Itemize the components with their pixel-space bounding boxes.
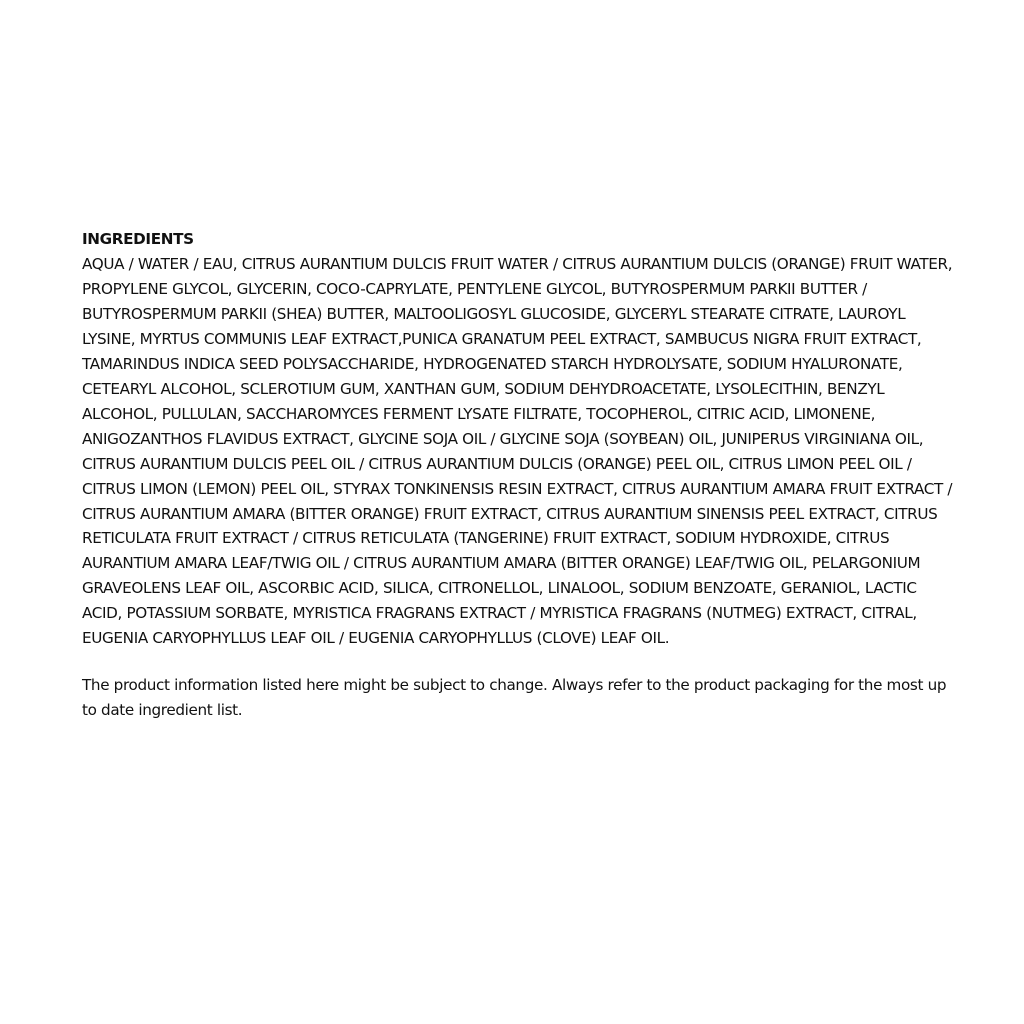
ingredients-list-text: AQUA / WATER / EAU, CITRUS AURANTIUM DULCIS FRUIT WATER / CITRUS AURANTIUM DULCIS (ORANGE) FRUIT WATER, PROPYLENE GLYCOL, GLYCERIN, COCO-CAPRYLATE, PENTYLENE GLYCOL, BUTYROSPERMUM PARKII BUTTER / BUTYROSPERMUM PARKII (SHEA) BUTTER, MALTOOLIGOSYL GLUCOSIDE, GLYCERYL STEARATE CITRATE, LAUROYL LYSINE, MYRTUS COMMUNIS LEAF EXTRACT,PUNICA GRANATUM PEEL EXTRACT, SAMBUCUS NIGRA FRUIT EXTRACT, TAMARINDUS INDICA SEED POLYSACCHARIDE, HYDROGENATED STARCH HYDROLYSATE, SODIUM HYALURONATE, CETEARYL ALCOHOL, SCLEROTIUM GUM, XANTHAN GUM, SODIUM DEHYDROACETATE, LYSOLECITHIN, BENZYL ALCOHOL, PULLULAN, SACCHAROMYCES FERMENT LYSATE FILTRATE, TOCOPHEROL, CITRIC ACID, LIMONENE, ANIGOZANTHOS FLAVIDUS EXTRACT, GLYCINE SOJA OIL / GLYCINE SOJA (SOYBEAN) OIL, JUNIPERUS VIRGINIANA OIL, CITRUS AURANTIUM DULCIS PEEL OIL / CITRUS AURANTIUM DULCIS (ORANGE) PEEL OIL, CITRUS LIMON PEEL OIL / CITRUS LIMON (LEMON) PEEL OIL, STYRAX TONKINENSIS RESIN EXTRACT, CITRUS AURANTIUM AMARA FRUIT EXTRACT / CITRUS AURANTIUM AMARA (BITTER ORANGE) FRUIT EXTRACT, CITRUS AURANTIUM SINENSIS PEEL EXTRACT, CITRUS RETICULATA FRUIT EXTRACT / CITRUS RETICULATA (TANGERINE) FRUIT EXTRACT, SODIUM HYDROXIDE, CITRUS AURANTIUM AMARA LEAF/TWIG OIL / CITRUS AURANTIUM AMARA (BITTER ORANGE) LEAF/TWIG OIL, PELARGONIUM GRAVEOLENS LEAF OIL, ASCORBIC ACID, SILICA, CITRONELLOL, LINALOOL, SODIUM BENZOATE, GERANIOL, LACTIC ACID, POTASSIUM SORBATE, MYRISTICA FRAGRANS EXTRACT / MYRISTICA FRAGRANS (NUTMEG) EXTRACT, CITRAL, EUGENIA CARYOPHYLLUS LEAF OIL / EUGENIA CARYOPHYLLUS (CLOVE) LEAF OIL.: [82, 255, 953, 648]
ingredients-heading: INGREDIENTS: [82, 230, 194, 248]
ingredients-document: [82, 227, 954, 723]
disclaimer-text: The product information listed here might be subject to change. Always refer to the product packaging for the most up to date ingredient list.: [82, 676, 947, 720]
